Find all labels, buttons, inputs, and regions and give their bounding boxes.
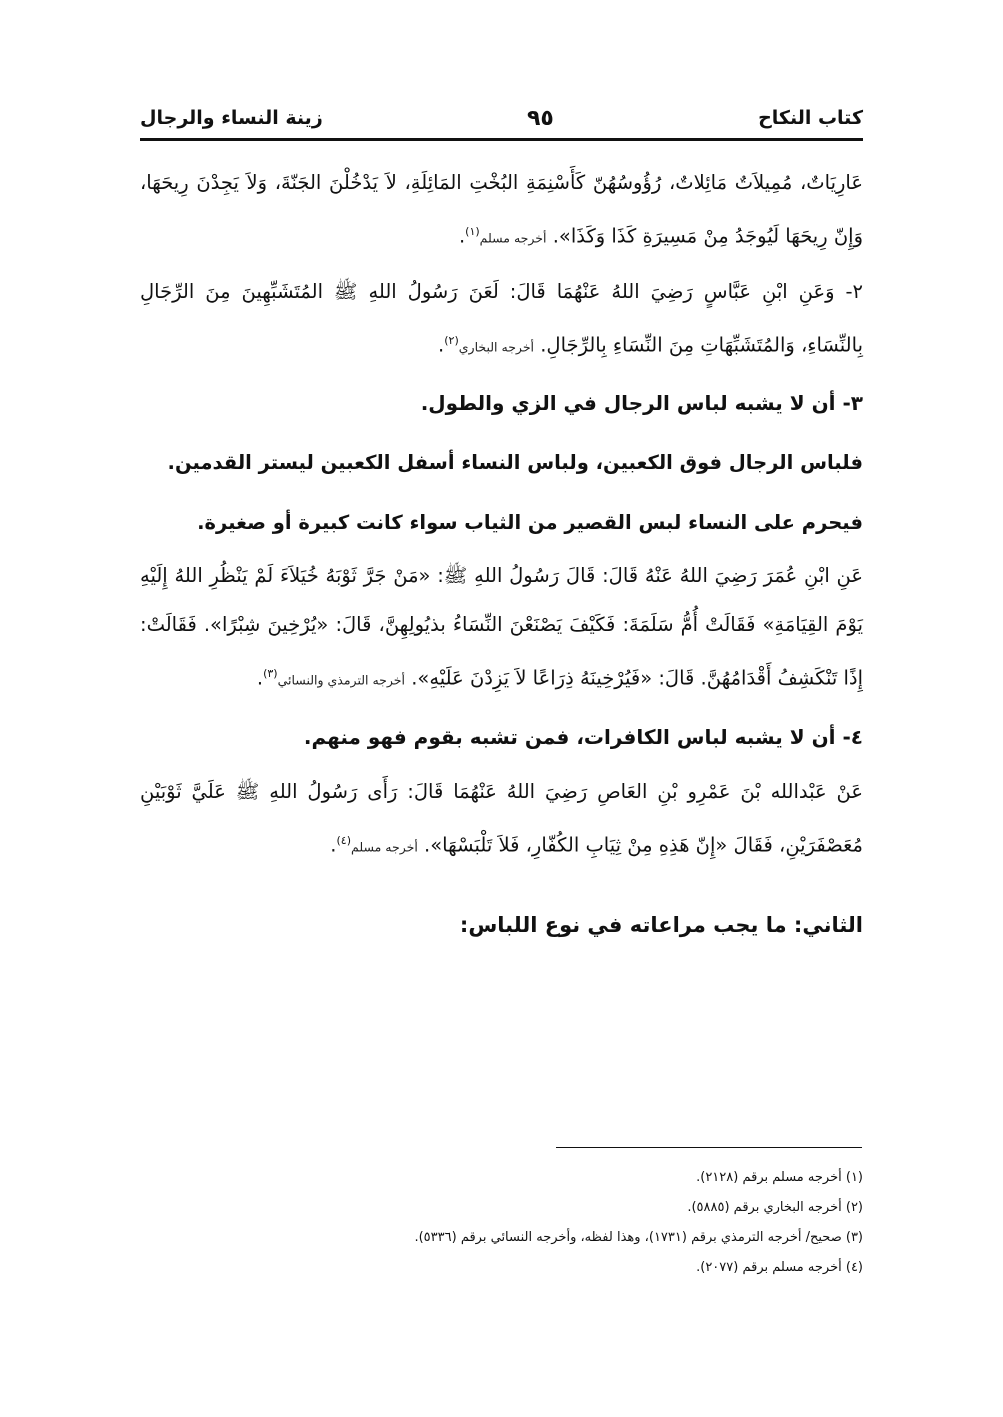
footnote-marker: (٣) xyxy=(263,667,278,680)
footnote-marker: (١) xyxy=(465,225,480,238)
hadith-source: أخرجه مسلم xyxy=(351,839,418,854)
hadith-paragraph xyxy=(140,267,863,372)
footnote-separator xyxy=(556,1147,862,1148)
footnotes xyxy=(140,1163,863,1283)
section-point: ٤- أن لا يشبه لباس الكافرات، فمن تشبه بقوم فهو منهم. xyxy=(303,724,863,749)
footnote-marker: (٤) xyxy=(336,833,352,847)
sentence-end: . xyxy=(330,833,337,856)
body-paragraph: فيحرم على النساء لبس القصير من الثياب سواء كانت كبيرة أو صغيرة. xyxy=(197,511,863,534)
hadith-paragraph xyxy=(140,551,863,705)
footnote: (٤) أخرجه مسلم برقم (٢٠٧٧). xyxy=(696,1260,863,1275)
footnote: (٢) أخرجه البخاري برقم (٥٨٨٥). xyxy=(687,1200,863,1215)
page-body xyxy=(140,150,863,953)
hadith-paragraph xyxy=(140,767,863,872)
section-point: ٣- أن لا يشبه لباس الرجال في الزي والطول. xyxy=(420,391,863,415)
header-rule xyxy=(140,138,863,141)
body-paragraph: فلباس الرجال فوق الكعبين، ولباس النساء أسفل الكعبين ليستر القدمين. xyxy=(167,451,863,474)
book-title: كتاب النكاح xyxy=(758,107,863,129)
footnote-marker: (٢) xyxy=(444,333,459,347)
hadith-paragraph xyxy=(140,158,863,263)
chapter-title: زينة النساء والرجال xyxy=(140,107,323,129)
hadith-text: عَنْ عَبْدالله بْنَ عَمْرِو بْنِ العَاصِ رَضِيَ اللهُ عَنْهُمَا قَالَ: رَأَى رَسُولُ اللهِ ﷺ عَلَيَّ ثَوْبَيْنِ مُعَصْفَرَيْنِ، فَقَالَ «إِنّ هَذِهِ مِنْ ثِيَابِ الكُفّارِ، فَلاَ تَلْبَسْهَا». xyxy=(140,779,863,856)
page-number: ٩٥ xyxy=(526,105,554,131)
sentence-end: . xyxy=(438,333,445,356)
hadith-text: عَارِيَاتٌ، مُمِيلاَتٌ مَائِلاتٌ، رُؤُوسُهُنّ كَأَسْنِمَةِ البُخْتِ المَائِلَةِ، لاَ يَدْخُلْنَ الجَنّةَ، وَلاَ يَجِدْنَ رِيحَهَا، وَإِنّ رِيحَهَا لَيُوجَدُ مِنْ مَسِيرَةِ كَذَا وَكَذَا». xyxy=(140,171,863,248)
footnote: (٣) صحيح/ أخرجه الترمذي برقم (١٧٣١)، وهذا لفظه، وأخرجه النسائي برقم (٥٣٣٦). xyxy=(414,1230,863,1245)
hadith-text: ٢- وَعَنِ ابْنِ عَبَّاسٍ رَضِيَ اللهُ عَنْهُمَا قَالَ: لَعَنَ رَسُولُ اللهِ ﷺ المُتَشَبِّهِينَ مِنَ الرِّجَالِ بِالنِّسَاءِ، وَالمُتَشَبِّهَاتِ مِنَ النِّسَاءِ بِالرِّجَالِ. xyxy=(140,279,863,356)
hadith-text: عَنِ ابْنِ عُمَرَ رَضِيَ اللهُ عَنْهُ قَالَ: قَالَ رَسُولُ اللهِ ﷺ: «مَنْ جَرَّ ثَوْبَهُ خُيَلاَءَ لَمْ يَنْظُرِ اللهُ إِلَيْهِ يَوْمَ القِيَامَةِ» فَقَالَتْ أُمُّ سَلَمَةَ: فَكَيْفَ يَصْنَعْنَ النِّسَاءُ بذيُولِهِنَّ، قَالَ: «يُرْخِينَ شِبْرًا». فَقَالَتْ: إِذًا تَنْكَشِفُ أَقْدَامُهُنَّ. قَالَ: «فَيُرْخِينَهُ ذِرَاعًا لاَ يَزِدْنَ عَلَيْهِ». xyxy=(140,564,863,690)
running-header xyxy=(140,98,863,138)
hadith-source: أخرجه البخاري xyxy=(458,339,535,354)
sentence-end: . xyxy=(256,666,264,690)
sentence-end: . xyxy=(458,224,466,248)
section-heading: الثاني: ما يجب مراعاته في نوع اللباس: xyxy=(459,913,863,937)
hadith-source: أخرجه الترمذي والنسائي xyxy=(277,672,406,688)
hadith-source: أخرجه مسلم xyxy=(479,230,547,246)
footnote: (١) أخرجه مسلم برقم (٢١٢٨). xyxy=(696,1170,863,1185)
